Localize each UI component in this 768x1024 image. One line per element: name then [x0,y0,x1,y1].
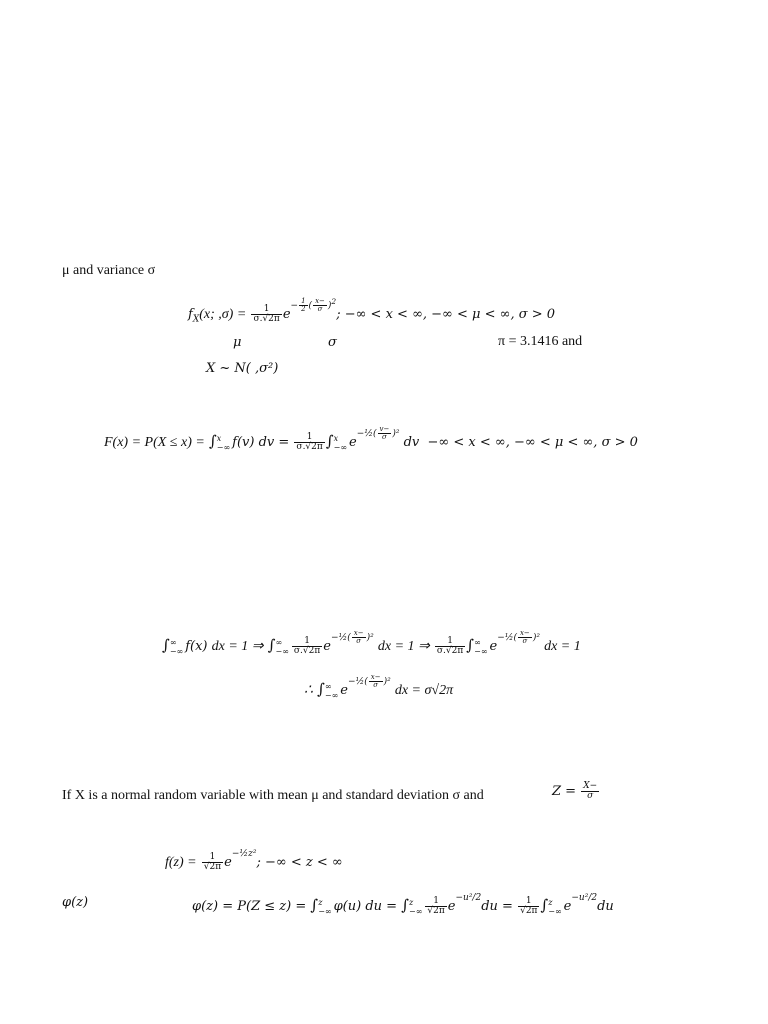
cdf-equation: F(x) = P(X ≤ x) = ∫ x −∞ f(v) dv = $\frac{1}{\sigma.√2\pi}$ ∫ x −∞ e−½( $\frac{v-}{\sigma}$ )² dv −∞ < x < ∞, −∞ < μ < ∞, σ > 0 [104,425,638,452]
phi-label: φ(z) [62,895,89,910]
therefore-equation: ∴ ∫ ∞ −∞ e−½( $\frac{x-}{\sigma}$ )² dx = σ√2π [304,673,454,700]
intro-text: μ and variance σ [62,263,156,278]
standard-pdf-equation: f(z) = $\frac{1}{√2\pi}$ e−½z²; −∞ < z < ∞ [165,849,343,872]
normalization-equation: ∫ ∞ −∞ f(x) dx = 1 ⇒ ∫ ∞ −∞ $\frac{1}{\sigma.√2\pi}$ e−½( $\frac{x-}{\sigma}$ )² dx = 1 ⇒ $\frac{1}{\sigma.√2\pi}$ ∫ ∞ −∞ e−½( $\frac{x-}{\sigma}$ )² dx = 1 [162,629,581,656]
mu-label: μ [233,335,242,350]
phi-equation: φ(z) = P(Z ≤ z) = ∫ z −∞ φ(u) du = ∫ z −∞ $\frac{1}{√2\pi}$ e−u²/2du = $\frac{1}{√2\pi}$ ∫ z −∞ e−u²/2du [192,893,614,916]
normal-notation: X ~ N( ,σ²) [206,361,279,376]
z-definition: Z = $\frac{X-}{\sigma}$ [552,781,598,801]
pi-note: π = 3.1416 and [498,334,583,349]
sigma-label: σ [328,335,337,350]
pdf-equation: $f_X(x$; ,σ) = $\frac{1}{\sigma.√2\pi}$ e− $\frac{1}{2}$ ( $\frac{x-}{\sigma}$ )$^2$; −∞ < x < ∞, −∞ < μ < ∞, σ > 0 [188,297,556,325]
standardize-text: If X is a normal random variable with mean μ and standard deviation σ and [62,788,484,803]
